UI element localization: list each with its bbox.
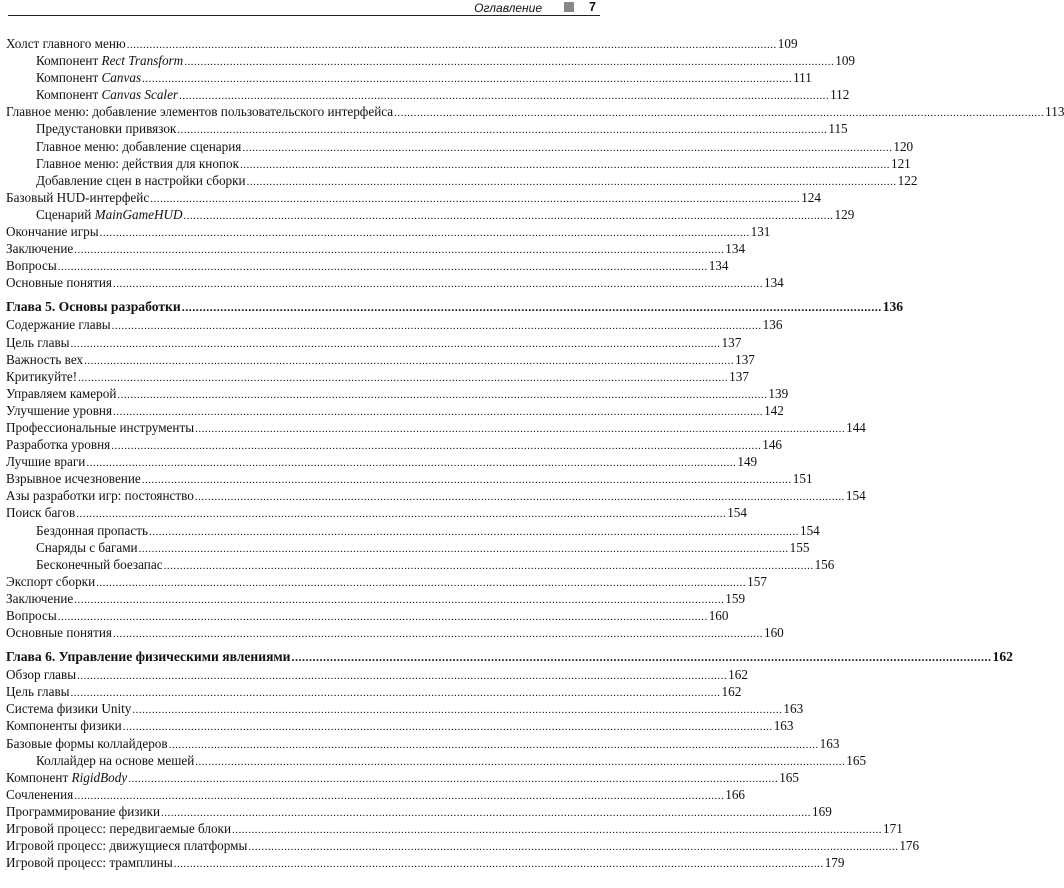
toc-entry[interactable] (6, 769, 799, 786)
toc-entry[interactable] (6, 257, 729, 274)
dot-leader: ........................................................................................................................................................................................................ (96, 576, 747, 589)
dot-leader: ........................................................................................................................................................................................................ (194, 491, 845, 504)
toc-entry[interactable] (6, 504, 747, 521)
toc-entry-page: 165 (846, 752, 867, 768)
toc-entry-page: 163 (773, 718, 794, 734)
toc-entry-page: 160 (763, 625, 784, 641)
toc-entry-page: 109 (835, 53, 855, 69)
running-header (8, 0, 600, 16)
toc-entry-label: Компонент Canvas Scaler (36, 87, 179, 103)
toc-entry[interactable] (6, 666, 748, 683)
toc-entry-page: 154 (845, 488, 866, 504)
toc-entry-label: Базовый HUD-интерфейс (6, 189, 150, 205)
dot-leader: ........................................................................................................................................................................................................ (150, 192, 801, 205)
toc-entry[interactable] (6, 522, 820, 539)
toc-entry-page: 121 (890, 155, 911, 171)
toc-entry-label: Программирование физики (6, 803, 161, 819)
dot-leader: ........................................................................................................................................................................................................ (117, 388, 768, 401)
toc-entry-label: Игровой процесс: трамплины (6, 855, 173, 871)
toc-entry[interactable] (6, 735, 840, 752)
toc-entry-label: Управляем камерой (6, 385, 117, 401)
toc-entry-label: Сочленения (6, 786, 74, 802)
toc-entry-page: 157 (747, 573, 767, 589)
toc-entry[interactable] (6, 351, 755, 368)
toc-entry-label: Глава 6. Управление физическими явлениями (6, 649, 291, 665)
dot-leader: ........................................................................................................................................................................................................ (183, 209, 834, 222)
toc-entry-page: 169 (812, 803, 832, 819)
toc-entry[interactable] (6, 52, 855, 69)
dot-leader: ........................................................................................................................................................................................................ (74, 789, 725, 802)
toc-entry[interactable] (6, 316, 783, 333)
toc-entry[interactable] (6, 436, 783, 453)
dot-leader: ........................................................................................................................................................................................................ (112, 628, 763, 641)
toc-entry[interactable] (6, 539, 810, 556)
dot-leader: ........................................................................................................................................................................................................ (232, 824, 883, 837)
toc-entry[interactable] (6, 487, 866, 504)
toc-entry-label: Глава 5. Основы разработки (6, 299, 181, 315)
toc-entry-label: Предустановки привязок (36, 121, 177, 137)
toc-entry[interactable] (6, 470, 813, 487)
dot-leader: ........................................................................................................................................................................................................ (168, 738, 819, 751)
dot-leader: ........................................................................................................................................................................................................ (70, 337, 721, 350)
dot-leader: ........................................................................................................................................................................................................ (126, 39, 777, 51)
toc-entry-label: Добавление сцен в настройки сборки (36, 172, 246, 188)
toc-entry-label: Цель главы (6, 334, 70, 350)
toc-entry-label: Главное меню: добавление сценария (36, 138, 242, 154)
toc-entry-page: 163 (783, 701, 804, 717)
toc-entry-label: Снаряды с багами (36, 539, 138, 555)
toc-entry[interactable] (6, 590, 746, 607)
toc-entry-label: Окончание игры (6, 224, 99, 240)
toc-entry-page: 112 (830, 87, 850, 103)
toc-entry-page: 160 (708, 608, 729, 623)
toc-entry-label: Компонент Rect Transform (36, 53, 184, 69)
toc-entry[interactable] (6, 453, 758, 470)
dot-leader: ........................................................................................................................................................................................................ (291, 650, 992, 665)
dot-leader: ........................................................................................................................................................................................................ (148, 525, 799, 538)
dot-leader: ........................................................................................................................................................................................................ (179, 90, 830, 103)
toc-entry[interactable] (6, 206, 855, 223)
toc-entry[interactable] (6, 69, 812, 86)
toc-entry-label: Бесконечный боезапас (36, 556, 163, 572)
toc-entry-label: Сценарий MainGameHUD (36, 206, 183, 222)
toc-entry[interactable] (6, 607, 729, 624)
toc-entry[interactable] (6, 120, 848, 137)
dot-leader: ........................................................................................................................................................................................................ (242, 141, 893, 154)
toc-entry-page: 155 (789, 539, 810, 555)
toc-entry-page: 146 (762, 437, 783, 453)
dot-leader: ........................................................................................................................................................................................................ (128, 772, 779, 785)
toc-entry-label: Компонент Canvas (36, 70, 142, 86)
dot-leader: ........................................................................................................................................................................................................ (181, 300, 882, 315)
dot-leader: ........................................................................................................................................................................................................ (132, 704, 783, 717)
dot-leader: ........................................................................................................................................................................................................ (86, 457, 737, 470)
toc-entry-page: 122 (897, 172, 918, 188)
toc-entry-label: Профессиональные инструменты (6, 419, 195, 435)
toc-entry[interactable] (6, 803, 832, 820)
toc-entry-page: 171 (883, 821, 903, 837)
dot-leader: ........................................................................................................................................................................................................ (195, 422, 846, 435)
dot-leader: ........................................................................................................................................................................................................ (248, 841, 899, 854)
toc-entry-page: 137 (721, 334, 742, 350)
toc-entry-page: 139 (768, 385, 789, 401)
dot-leader: ........................................................................................................................................................................................................ (141, 474, 792, 487)
toc-entry-page: 113 (1045, 104, 1064, 120)
toc-entry[interactable] (6, 35, 798, 52)
toc-entry-label: Азы разработки игр: постоянство (6, 488, 194, 504)
toc-entry[interactable] (6, 86, 850, 103)
header-square-marker (564, 2, 574, 12)
toc-entry-label: Базовые формы коллайдеров (6, 735, 168, 751)
dot-leader: ........................................................................................................................................................................................................ (173, 858, 824, 871)
toc-entry[interactable] (6, 683, 742, 700)
dot-leader: ........................................................................................................................................................................................................ (57, 261, 708, 274)
toc-entry-label: Взрывное исчезновение (6, 471, 141, 487)
toc-entry-label: Заключение (6, 241, 74, 257)
toc-entry-label: Компонент RigidBody (6, 769, 128, 785)
toc-entry-label: Заключение (6, 590, 74, 606)
toc-entry[interactable] (6, 138, 914, 155)
toc-chapter-entry[interactable] (6, 648, 1013, 666)
dot-leader: ........................................................................................................................................................................................................ (74, 593, 725, 606)
toc-entry-label: Критикуйте! (6, 368, 78, 384)
dot-leader: ........................................................................................................................................................................................................ (78, 371, 729, 384)
dot-leader: ........................................................................................................................................................................................................ (112, 278, 763, 291)
dot-leader: ........................................................................................................................................................................................................ (84, 354, 735, 367)
toc-entry-label: Вопросы (6, 258, 57, 274)
dot-leader: ........................................................................................................................................................................................................ (122, 721, 773, 734)
dot-leader: ........................................................................................................................................................................................................ (113, 405, 764, 418)
toc-entry[interactable] (6, 624, 784, 641)
toc-entry[interactable] (6, 717, 794, 734)
toc-entry-label: Важность вех (6, 351, 84, 367)
toc-entry-page: 137 (729, 368, 749, 384)
dot-leader: ........................................................................................................................................................................................................ (239, 158, 890, 171)
dot-leader: ........................................................................................................................................................................................................ (57, 611, 708, 623)
toc-entry-page: 149 (737, 454, 758, 470)
toc-entry-label: Основные понятия (6, 625, 112, 641)
toc-entry[interactable] (6, 786, 745, 803)
toc-entry[interactable] (6, 155, 911, 172)
toc-entry-label: Холст главного меню (6, 36, 126, 51)
page-number: 7 (589, 0, 596, 14)
running-header-title: Оглавление (474, 1, 542, 15)
dot-leader: ........................................................................................................................................................................................................ (76, 508, 727, 521)
toc-entry-page: 156 (814, 556, 835, 572)
dot-leader: ........................................................................................................................................................................................................ (99, 227, 750, 240)
dot-leader: ........................................................................................................................................................................................................ (111, 440, 762, 453)
toc-entry-label: Лучшие враги (6, 454, 86, 470)
toc-entry-label: Главное меню: действия для кнопок (36, 155, 239, 171)
toc-entry[interactable] (6, 368, 749, 385)
toc-entry[interactable] (6, 556, 835, 573)
toc-entry-page: 162 (721, 684, 742, 700)
dot-leader: ........................................................................................................................................................................................................ (77, 670, 728, 683)
toc-entry-page: 159 (725, 590, 746, 606)
toc-entry-page: 134 (725, 241, 746, 257)
toc-entry-page: 154 (727, 505, 747, 521)
toc-entry-page: 163 (819, 735, 840, 751)
toc-entry-label: Обзор главы (6, 667, 77, 683)
toc-entry-page: 151 (792, 471, 813, 487)
toc-entry[interactable] (6, 700, 804, 717)
toc-entry-page: 162 (992, 649, 1013, 665)
toc-entry-label: Игровой процесс: движущиеся платформы (6, 838, 248, 854)
dot-leader: ........................................................................................................................................................................................................ (142, 73, 793, 86)
toc-entry-page: 176 (899, 838, 920, 854)
toc-entry-page: 154 (799, 522, 820, 538)
dot-leader: ........................................................................................................................................................................................................ (177, 124, 828, 137)
toc-entry[interactable] (6, 385, 789, 402)
toc-entry[interactable] (6, 223, 771, 240)
toc-entry[interactable] (6, 172, 918, 189)
toc-entry[interactable] (6, 334, 742, 351)
toc-entry-label: Игровой процесс: передвигаемые блоки (6, 821, 232, 837)
toc-entry-label: Цель главы (6, 684, 70, 700)
toc-entry-label: Основные понятия (6, 275, 112, 291)
toc-entry-page: 142 (764, 402, 784, 418)
toc-entry-label: Бездонная пропасть (36, 522, 148, 538)
toc-entry-page: 162 (728, 667, 748, 683)
toc-entry-page: 166 (725, 786, 745, 802)
toc-entry-label: Система физики Unity (6, 701, 132, 717)
toc-chapter-entry[interactable] (6, 298, 904, 316)
toc-entry-label: Компоненты физики (6, 718, 122, 734)
toc-entry-page: 131 (750, 224, 771, 240)
toc-entry[interactable] (6, 240, 746, 257)
toc-entry-label: Разработка уровня (6, 437, 111, 453)
toc-entry-label: Поиск багов (6, 505, 76, 521)
toc-entry-page: 134 (763, 275, 784, 291)
toc-entry-label: Вопросы (6, 608, 57, 623)
toc-entry-page: 134 (708, 258, 729, 274)
dot-leader: ........................................................................................................................................................................................................ (163, 559, 814, 572)
toc-entry-label: Улучшение уровня (6, 402, 113, 418)
toc-entry-label: Экспорт сборки (6, 573, 96, 589)
toc-entry-page: 129 (834, 206, 855, 222)
dot-leader: ........................................................................................................................................................................................................ (184, 56, 835, 69)
toc-entry[interactable] (6, 419, 866, 436)
dot-leader: ........................................................................................................................................................................................................ (195, 755, 846, 768)
toc-entry-page: 137 (735, 351, 755, 367)
toc-entry[interactable] (6, 402, 784, 419)
toc-entry[interactable] (6, 854, 845, 871)
toc-entry-page: 109 (777, 36, 798, 51)
toc-entry-page: 111 (793, 70, 812, 86)
toc-entry[interactable] (6, 103, 1064, 120)
toc-entry-label: Главное меню: добавление элементов пользовательского интерфейса (6, 104, 394, 120)
dot-leader: ........................................................................................................................................................................................................ (138, 542, 789, 555)
toc-entry-page: 136 (882, 299, 904, 315)
toc-entry-page: 115 (828, 121, 848, 137)
toc-entry-page: 136 (762, 317, 783, 333)
toc-entry-page: 124 (801, 189, 821, 205)
toc-entry-page: 120 (893, 138, 914, 154)
toc-entry-page: 179 (824, 855, 845, 871)
dot-leader: ........................................................................................................................................................................................................ (394, 107, 1045, 120)
toc-entry-page: 144 (846, 419, 866, 435)
dot-leader: ........................................................................................................................................................................................................ (246, 175, 897, 188)
dot-leader: ........................................................................................................................................................................................................ (111, 320, 762, 333)
toc-entry-label: Коллайдер на основе мешей (36, 752, 195, 768)
toc-entry[interactable] (6, 820, 903, 837)
toc-entry-label: Содержание главы (6, 317, 111, 333)
toc-entry-page: 165 (779, 769, 799, 785)
toc-entry[interactable] (6, 573, 767, 590)
toc-entry[interactable] (6, 189, 821, 206)
toc-entry[interactable] (6, 752, 867, 769)
toc-entry[interactable] (6, 274, 784, 291)
dot-leader: ........................................................................................................................................................................................................ (70, 687, 721, 700)
toc-entry[interactable] (6, 837, 920, 854)
dot-leader: ........................................................................................................................................................................................................ (74, 244, 725, 257)
table-of-contents (6, 35, 1064, 871)
dot-leader: ........................................................................................................................................................................................................ (161, 806, 812, 819)
